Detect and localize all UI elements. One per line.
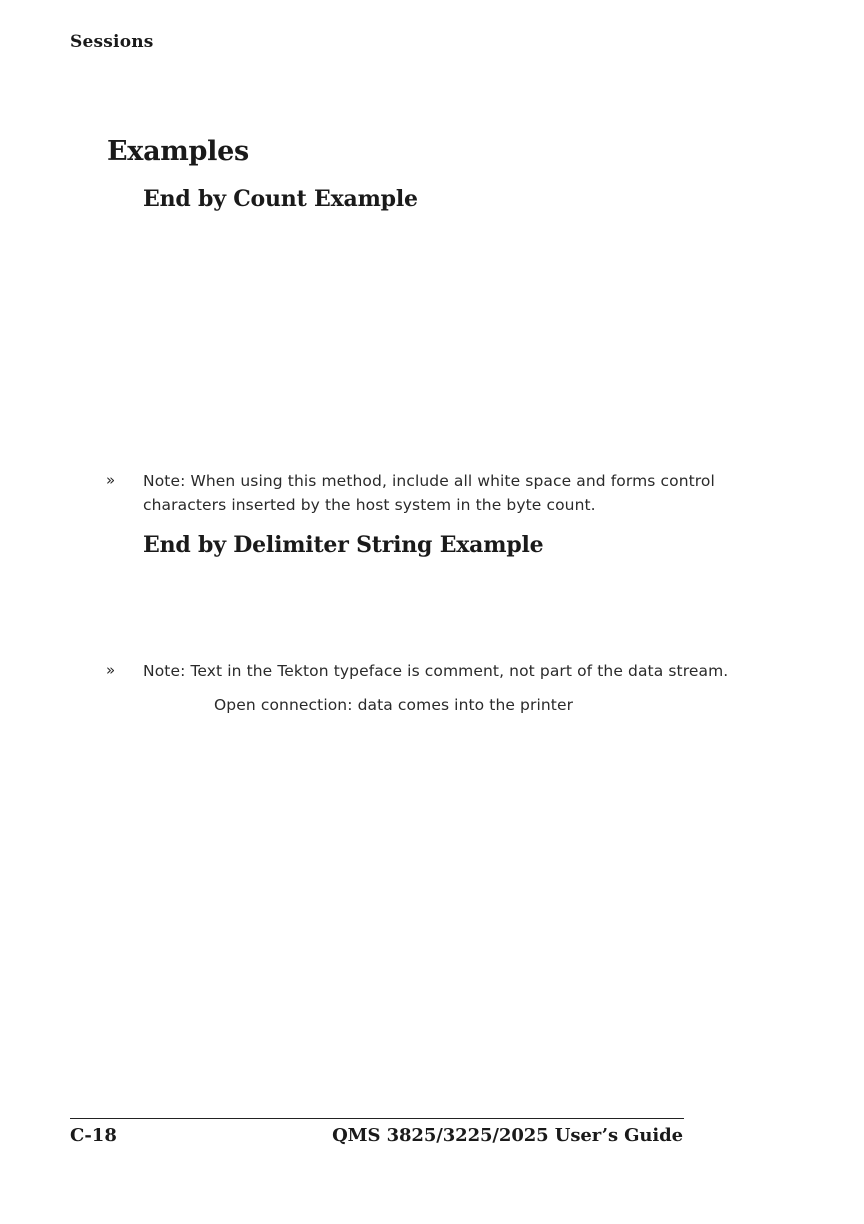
note-byte-count: Note: When using this method, include all white space and forms control characters inserted by the host system in the byte count. bbox=[143, 472, 715, 514]
note-tekton-typeface: Note: Text in the Tekton typeface is comment, not part of the data stream. bbox=[143, 662, 729, 680]
footer-page-number: C-18 bbox=[70, 1125, 117, 1146]
section-title: Examples bbox=[107, 136, 249, 167]
subsection-title-end-by-delimiter: End by Delimiter String Example bbox=[143, 532, 544, 558]
note-marker-icon: » bbox=[106, 661, 116, 679]
footer-rule bbox=[70, 1118, 684, 1119]
comment-open-connection: Open connection: data comes into the printer bbox=[214, 696, 574, 714]
running-head: Sessions bbox=[70, 32, 154, 52]
note-marker-icon: » bbox=[106, 471, 116, 489]
subsection-title-end-by-count: End by Count Example bbox=[143, 186, 418, 212]
footer-book-title: QMS 3825/3225/2025 User’s Guide bbox=[332, 1125, 683, 1146]
